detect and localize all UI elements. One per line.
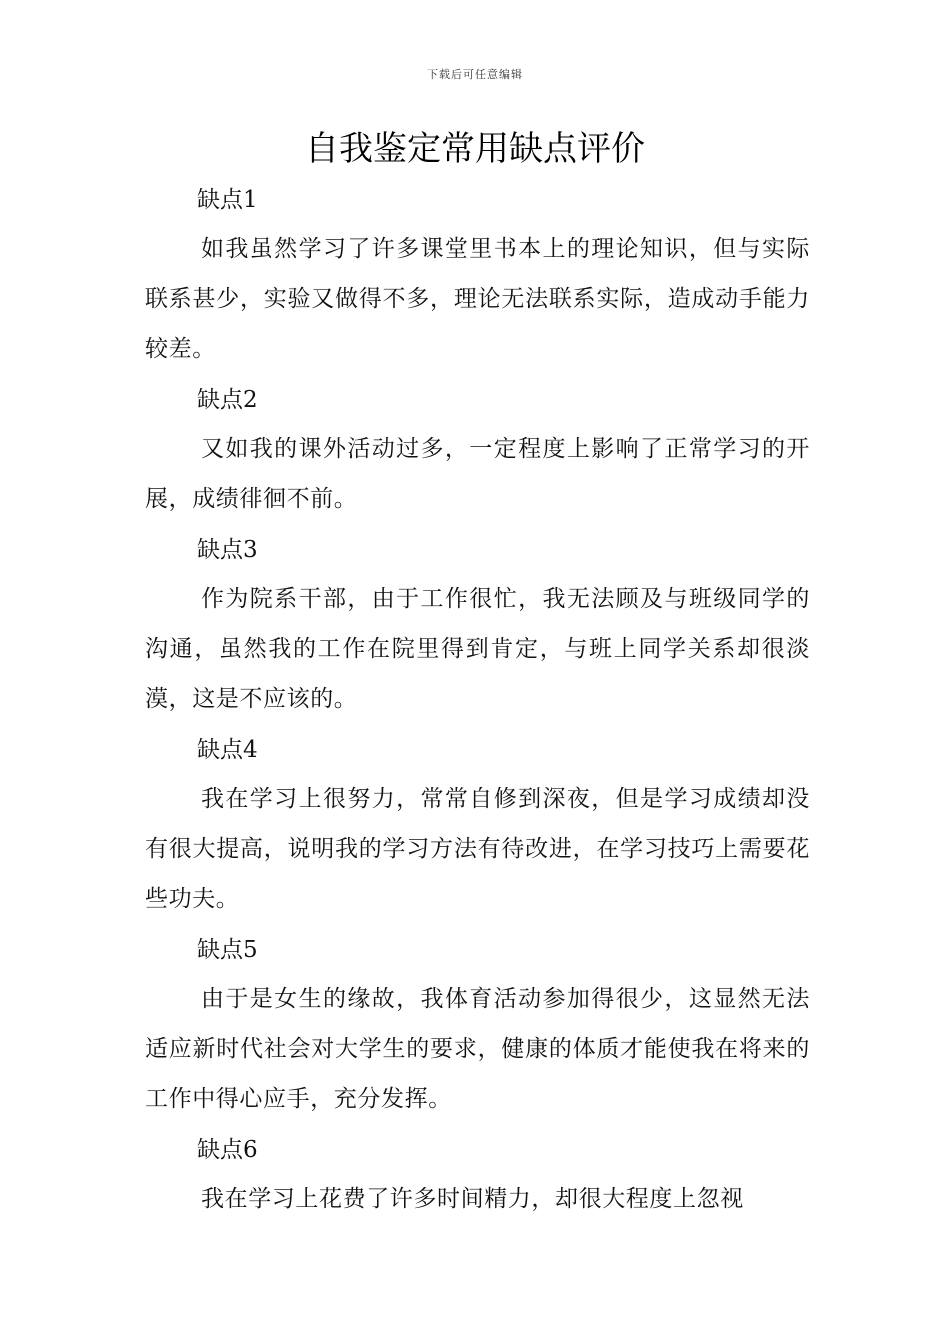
section-heading: 缺点6 [197,1137,258,1163]
section-paragraph: 我在学习上花费了许多时间精力，却很大程度上忽视 [201,1186,744,1212]
section-paragraph: 如我虽然学习了许多课堂里书本上的理论知识，但与实际联系甚少，实验又做得不多，理论无法联系实际，造成动手能力较差。 [145,236,810,362]
section-heading: 缺点5 [197,937,258,963]
document-body [145,176,810,1224]
section-1 [145,176,810,374]
section-heading: 缺点4 [197,737,258,763]
section-4 [145,726,810,924]
section-heading: 缺点3 [197,537,258,563]
section-paragraph: 我在学习上很努力，常常自修到深夜，但是学习成绩却没有很大提高，说明我的学习方法有待改进，在学习技巧上需要花些功夫。 [145,786,810,912]
document-title: 自我鉴定常用缺点评价 [305,129,645,169]
section-2 [145,376,810,524]
section-heading: 缺点1 [197,187,258,213]
section-heading: 缺点2 [197,387,258,413]
section-6 [145,1126,810,1224]
section-3 [145,526,810,724]
header-note: 下载后可任意编辑 [427,68,523,81]
section-paragraph: 作为院系干部，由于工作很忙，我无法顾及与班级同学的沟通，虽然我的工作在院里得到肯定，与班上同学关系却很淡漠，这是不应该的。 [145,586,810,712]
section-paragraph: 由于是女生的缘故，我体育活动参加得很少，这显然无法适应新时代社会对大学生的要求，健康的体质才能使我在将来的工作中得心应手，充分发挥。 [145,986,810,1112]
section-5 [145,926,810,1124]
section-paragraph: 又如我的课外活动过多，一定程度上影响了正常学习的开展，成绩徘徊不前。 [145,436,810,512]
